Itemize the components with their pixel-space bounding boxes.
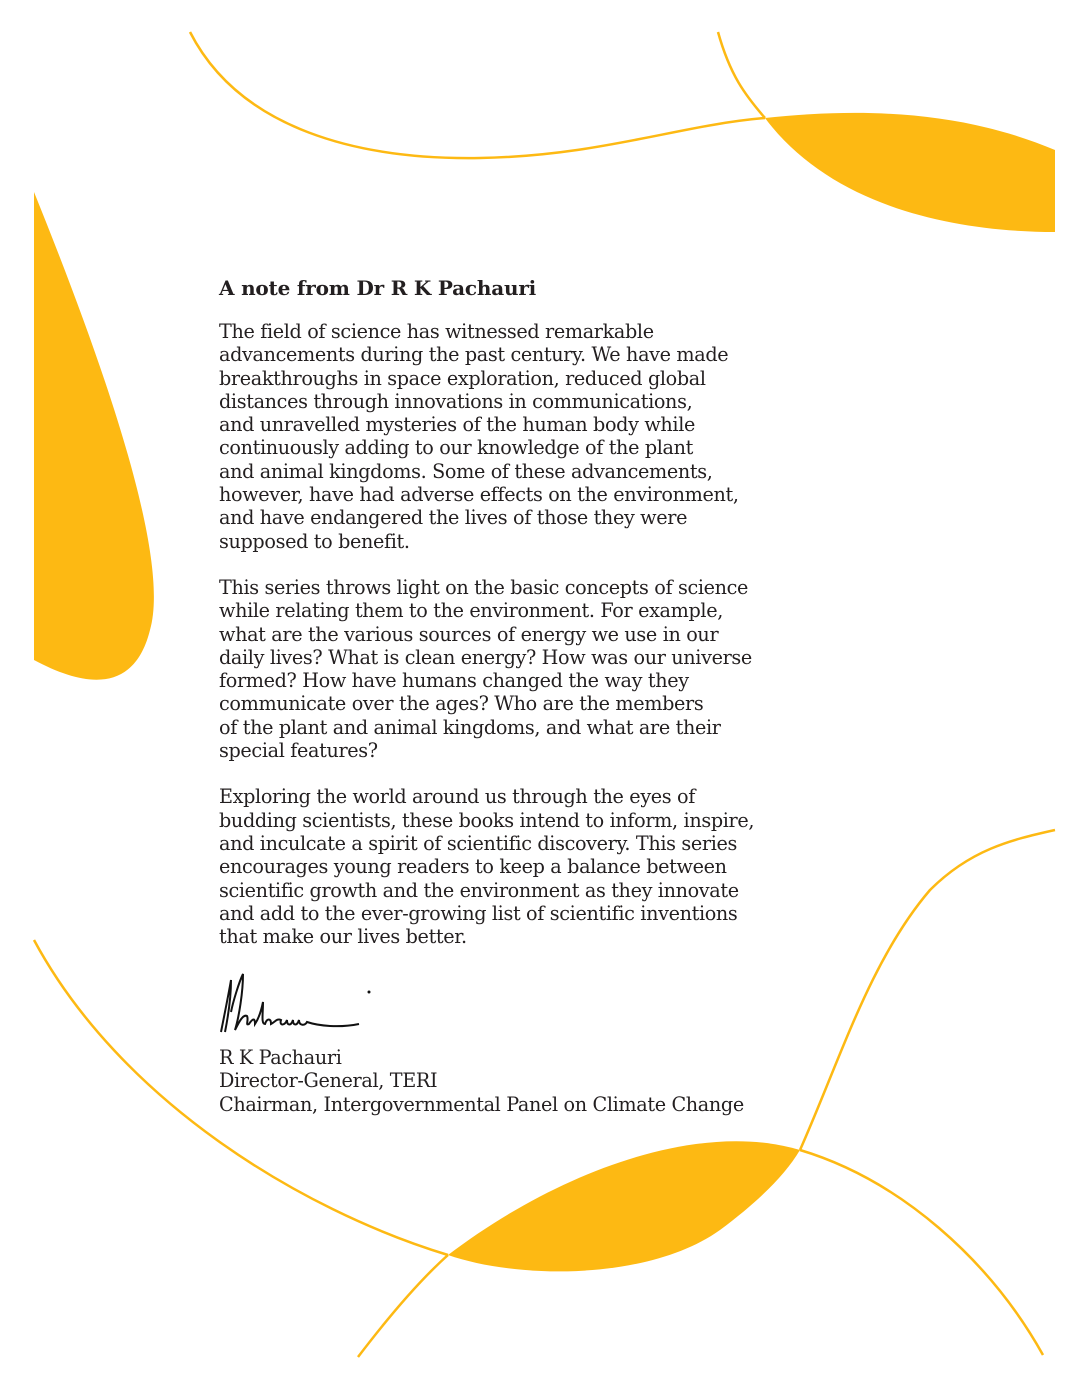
- text-line: budding scientists, these books intend to inform, inspire,: [219, 808, 755, 832]
- text-line: scientific growth and the environment as they innovate: [219, 878, 739, 902]
- note-body: [219, 276, 754, 971]
- text-line: and have endangered the lives of those they were: [219, 506, 688, 530]
- text-line: and add to the ever-growing list of scientific inventions: [219, 901, 738, 925]
- text-line: Exploring the world around us through the eyes of: [219, 785, 696, 809]
- paragraph-1: [219, 320, 754, 553]
- text-line: and animal kingdoms. Some of these advancements,: [219, 459, 713, 483]
- handwritten-signature: [219, 972, 379, 1042]
- text-line: distances through innovations in communications,: [219, 389, 693, 413]
- text-line: This series throws light on the basic concepts of science: [219, 575, 749, 599]
- text-line: of the plant and animal kingdoms, and what are their: [219, 715, 721, 739]
- top-right-curve: [718, 32, 765, 118]
- signatory-title: Director-General, TERI: [219, 1069, 438, 1093]
- signoff-block: [219, 1046, 744, 1116]
- text-line: that make our lives better.: [219, 925, 467, 949]
- right-rising-curve: [800, 830, 1055, 1150]
- text-line: continuously adding to our knowledge of the plant: [219, 436, 693, 460]
- text-line: communicate over the ages? Who are the members: [219, 692, 704, 716]
- note-title: A note from Dr R K Pachauri: [219, 276, 537, 300]
- bottom-leaf: [448, 1141, 800, 1271]
- paragraph-2: [219, 576, 754, 762]
- text-line: and inculcate a spirit of scientific discovery. This series: [219, 831, 738, 855]
- bottom-curve-out: [800, 1150, 1043, 1355]
- text-line: advancements during the past century. We have made: [219, 343, 729, 367]
- text-line: breakthroughs in space exploration, reduced global: [219, 366, 706, 390]
- text-line: while relating them to the environment. For example,: [219, 599, 723, 623]
- text-line: special features?: [219, 739, 378, 763]
- bottom-curve-in: [358, 1255, 448, 1357]
- paragraph-3: [219, 785, 754, 948]
- text-line: supposed to benefit.: [219, 529, 410, 553]
- text-line: what are the various sources of energy we use in our: [219, 622, 719, 646]
- text-line: daily lives? What is clean energy? How was our universe: [219, 645, 752, 669]
- text-line: The field of science has witnessed remarkable: [219, 320, 654, 343]
- top-curve: [190, 32, 765, 158]
- text-line: and unravelled mysteries of the human body while: [219, 413, 696, 437]
- signatory-role: Chairman, Intergovernmental Panel on Climate Change: [219, 1092, 744, 1116]
- text-line: encourages young readers to keep a balance between: [219, 855, 727, 879]
- text-line: however, have had adverse effects on the environment,: [219, 483, 739, 507]
- text-line: formed? How have humans changed the way they: [219, 669, 689, 693]
- left-leaf: [34, 192, 154, 680]
- signatory-name: R K Pachauri: [219, 1046, 342, 1069]
- top-right-leaf: [765, 113, 1055, 232]
